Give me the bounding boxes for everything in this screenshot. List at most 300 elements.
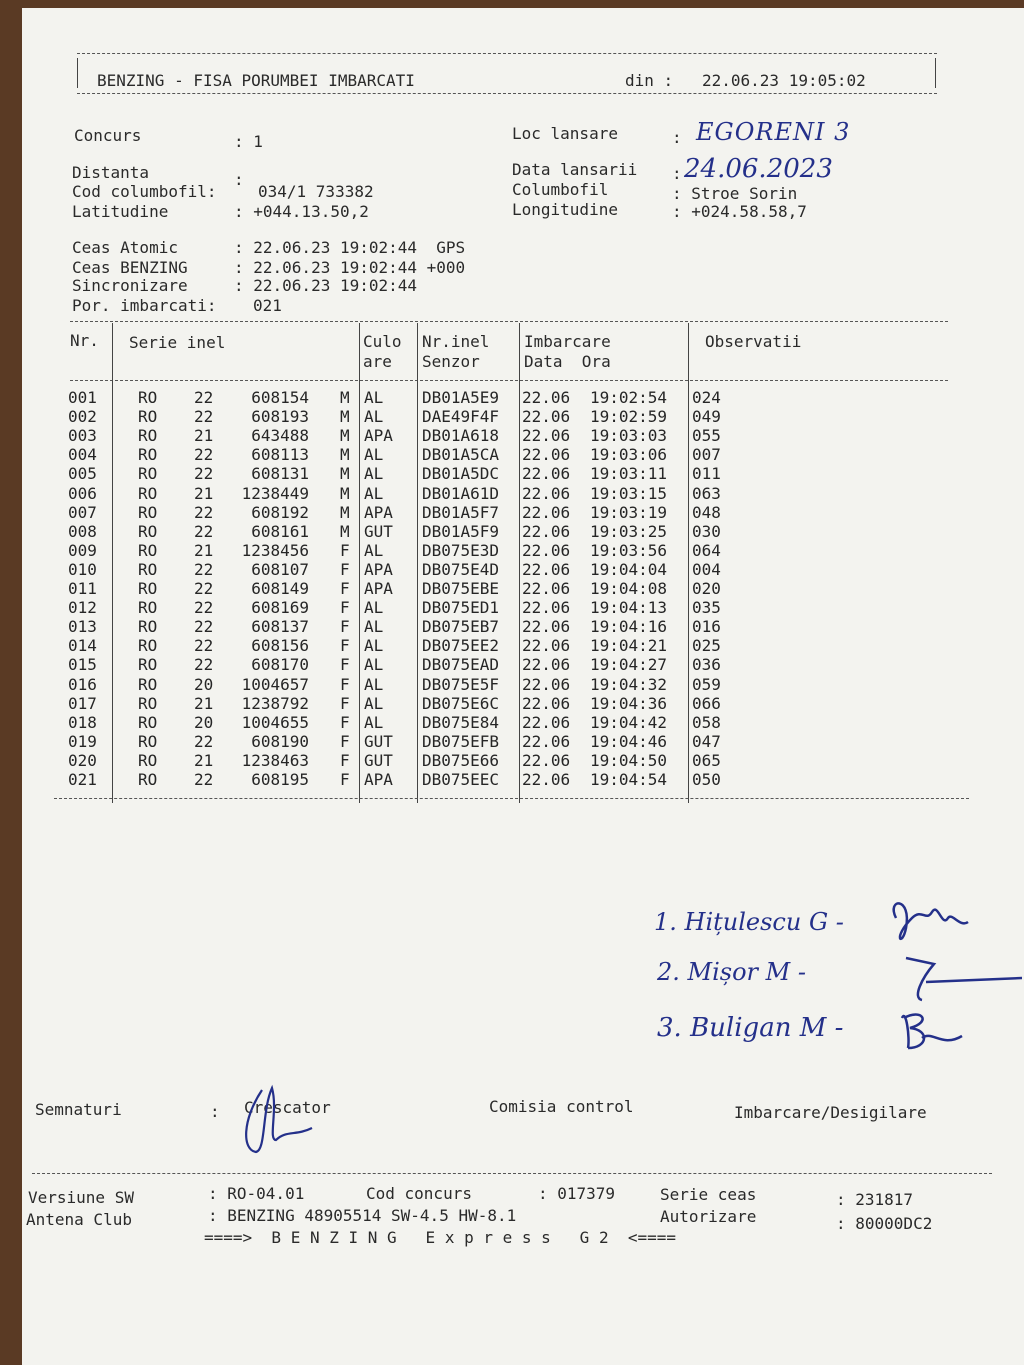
cell-color: AL	[364, 636, 384, 656]
header-left-border	[77, 58, 78, 88]
cell-country: RO	[138, 445, 158, 465]
cell-time: 19:03:03	[590, 426, 668, 446]
cell-country: RO	[138, 731, 158, 751]
table-row	[22, 732, 1022, 751]
cell-date: 22.06	[522, 464, 571, 484]
cell-date: 22.06	[522, 483, 571, 503]
cell-obs: 050	[692, 770, 721, 789]
cell-nr: 015	[68, 655, 97, 675]
cell-year: 22	[194, 770, 214, 789]
cell-ring: 608169	[251, 598, 309, 618]
cell-obs: 058	[692, 712, 721, 732]
cell-obs: 030	[692, 521, 721, 541]
cell-sensor: DB075EBE	[422, 579, 500, 598]
cell-sensor: DAE49F4F	[422, 407, 500, 427]
cell-nr: 001	[68, 388, 97, 407]
cod-concurs-label: Cod concurs	[366, 1184, 472, 1203]
cell-sensor: DB075E66	[422, 750, 500, 770]
cell-year: 22	[194, 502, 214, 522]
cell-ring: 1238463	[241, 750, 309, 770]
cell-ring: 608137	[251, 617, 309, 637]
cell-country: RO	[138, 426, 158, 446]
cell-obs: 063	[692, 483, 721, 503]
serie-ceas-label: Serie ceas	[660, 1185, 757, 1204]
cell-sensor: DB075EAD	[422, 655, 500, 675]
cell-color: AL	[364, 483, 384, 503]
cell-time: 19:04:27	[590, 655, 668, 675]
cell-sex: F	[340, 693, 350, 713]
col-header-culoare-2: are	[363, 352, 392, 371]
cell-sensor: DB01A5E9	[422, 388, 500, 407]
cell-time: 19:03:11	[590, 464, 668, 484]
cell-nr: 010	[68, 559, 97, 579]
cell-nr: 019	[68, 731, 97, 751]
col-header-culoare-1: Culo	[363, 332, 402, 351]
cell-sex: F	[340, 712, 350, 732]
cell-year: 22	[194, 521, 214, 541]
cell-date: 22.06	[522, 579, 571, 598]
cell-sensor: DB075E4D	[422, 559, 500, 579]
crescator-label: Crescator	[244, 1098, 331, 1117]
semnaturi-sep: :	[210, 1102, 220, 1121]
col-header-nr-inel-2: Senzor	[422, 352, 480, 371]
cell-date: 22.06	[522, 407, 571, 427]
cell-obs: 047	[692, 731, 721, 751]
comisia-control-label: Comisia control	[489, 1097, 634, 1116]
cell-year: 22	[194, 559, 214, 579]
cell-time: 19:04:04	[590, 559, 668, 579]
cell-time: 19:04:16	[590, 617, 668, 637]
cell-sex: M	[340, 521, 350, 541]
footer-top-border	[32, 1173, 992, 1174]
cell-date: 22.06	[522, 617, 571, 637]
cell-obs: 059	[692, 674, 721, 694]
cell-time: 19:04:42	[590, 712, 668, 732]
cell-time: 19:04:36	[590, 693, 668, 713]
cell-sensor: DB075EE2	[422, 636, 500, 656]
cell-color: APA	[364, 559, 393, 579]
cell-date: 22.06	[522, 712, 571, 732]
table-row	[22, 770, 1022, 789]
cell-time: 19:04:21	[590, 636, 668, 656]
col-header-imbarcare-1: Imbarcare	[524, 332, 611, 351]
cell-color: AL	[364, 445, 384, 465]
cell-sex: M	[340, 502, 350, 522]
cell-sex: F	[340, 750, 350, 770]
cell-date: 22.06	[522, 559, 571, 579]
cell-sex: F	[340, 540, 350, 560]
loc-lansare-handwritten: EGORENI 3	[696, 118, 851, 146]
table-row	[22, 503, 1022, 522]
cell-color: APA	[364, 579, 393, 598]
cod-columbofil-label: Cod columbofil:	[72, 182, 217, 201]
cell-country: RO	[138, 502, 158, 522]
cell-ring: 608107	[251, 559, 309, 579]
table-row	[22, 713, 1022, 732]
cell-nr: 009	[68, 540, 97, 560]
cell-nr: 016	[68, 674, 97, 694]
cell-time: 19:03:15	[590, 483, 668, 503]
cell-country: RO	[138, 655, 158, 675]
cell-date: 22.06	[522, 693, 571, 713]
cell-country: RO	[138, 674, 158, 694]
ceas-benzing-label: Ceas BENZING	[72, 258, 188, 277]
cell-sensor: DB075E5F	[422, 674, 500, 694]
cell-nr: 021	[68, 770, 97, 789]
cell-ring: 1004657	[241, 674, 309, 694]
cell-obs: 049	[692, 407, 721, 427]
cell-color: AL	[364, 407, 384, 427]
cell-time: 19:04:08	[590, 579, 668, 598]
cell-nr: 002	[68, 407, 97, 427]
cell-color: GUT	[364, 731, 393, 751]
sincronizare-value: : 22.06.23 19:02:44	[234, 276, 418, 295]
table-header-bottom-border	[70, 380, 948, 381]
cell-sex: F	[340, 770, 350, 789]
cell-country: RO	[138, 388, 158, 407]
loc-lansare-sep: :	[672, 128, 682, 147]
cell-color: GUT	[364, 521, 393, 541]
ceas-atomic-label: Ceas Atomic	[72, 238, 178, 257]
handwritten-signatures-list	[882, 888, 1022, 1068]
table-bottom-border	[54, 798, 969, 799]
cell-date: 22.06	[522, 502, 571, 522]
header-top-border	[77, 53, 937, 54]
cell-year: 21	[194, 750, 214, 770]
cell-sex: M	[340, 388, 350, 407]
cell-nr: 018	[68, 712, 97, 732]
cell-country: RO	[138, 483, 158, 503]
cell-year: 22	[194, 464, 214, 484]
cell-date: 22.06	[522, 750, 571, 770]
cell-nr: 006	[68, 483, 97, 503]
report-date-value: 22.06.23 19:05:02	[702, 71, 866, 90]
cell-obs: 007	[692, 445, 721, 465]
data-lansarii-handwritten: 24.06.2023	[684, 154, 833, 184]
cell-country: RO	[138, 750, 158, 770]
cell-sex: M	[340, 407, 350, 427]
cell-ring: 608113	[251, 445, 309, 465]
col-header-observatii: Observatii	[705, 332, 802, 351]
cell-date: 22.06	[522, 770, 571, 789]
semnaturi-label: Semnaturi	[35, 1100, 122, 1119]
cell-date: 22.06	[522, 655, 571, 675]
cell-date: 22.06	[522, 426, 571, 446]
cell-ring: 608161	[251, 521, 309, 541]
cell-date: 22.06	[522, 598, 571, 618]
cell-country: RO	[138, 540, 158, 560]
cell-ring: 608192	[251, 502, 309, 522]
cell-sex: F	[340, 674, 350, 694]
col-header-nr-inel-1: Nr.inel	[422, 332, 490, 351]
cell-nr: 004	[68, 445, 97, 465]
distanta-value: :	[234, 170, 244, 189]
cell-sensor: DB075E6C	[422, 693, 500, 713]
cell-ring: 643488	[251, 426, 309, 446]
ceas-atomic-value: : 22.06.23 19:02:44 GPS	[234, 238, 466, 257]
columbofil-label: Columbofil	[512, 180, 609, 199]
header-bottom-border	[77, 93, 937, 94]
cell-year: 22	[194, 445, 214, 465]
cell-sensor: DB075E3D	[422, 540, 500, 560]
cell-time: 19:03:19	[590, 502, 668, 522]
table-row	[22, 388, 1022, 407]
cell-year: 22	[194, 655, 214, 675]
cell-obs: 064	[692, 540, 721, 560]
serie-ceas-value: : 231817	[836, 1190, 914, 1209]
cell-sensor: DB075EFB	[422, 731, 500, 751]
table-row	[22, 560, 1022, 579]
cell-ring: 1238792	[241, 693, 309, 713]
cell-year: 22	[194, 731, 214, 751]
cell-obs: 035	[692, 598, 721, 618]
cell-date: 22.06	[522, 388, 571, 407]
loc-lansare-label: Loc lansare	[512, 124, 618, 143]
cell-country: RO	[138, 770, 158, 789]
cell-year: 20	[194, 712, 214, 732]
cell-sensor: DB01A61D	[422, 483, 500, 503]
cell-ring: 608193	[251, 407, 309, 427]
cell-time: 19:04:50	[590, 750, 668, 770]
cod-concurs-value: : 017379	[538, 1184, 616, 1203]
antena-club-label: Antena Club	[26, 1210, 132, 1229]
report-title: BENZING - FISA PORUMBEI IMBARCATI	[97, 71, 415, 90]
cell-color: AL	[364, 540, 384, 560]
table-top-border	[70, 321, 948, 322]
table-row	[22, 598, 1022, 617]
cell-date: 22.06	[522, 540, 571, 560]
table-row	[22, 636, 1022, 655]
cell-color: AL	[364, 617, 384, 637]
cell-year: 22	[194, 617, 214, 637]
cell-sensor: DB075ED1	[422, 598, 500, 618]
cell-year: 22	[194, 407, 214, 427]
cell-country: RO	[138, 579, 158, 598]
versiune-sw-value: : RO-04.01	[208, 1184, 305, 1203]
cell-ring: 608154	[251, 388, 309, 407]
table-row	[22, 617, 1022, 636]
cell-time: 19:04:13	[590, 598, 668, 618]
table-row	[22, 541, 1022, 560]
ceas-benzing-value: : 22.06.23 19:02:44 +000	[234, 258, 466, 277]
cod-columbofil-value: 034/1 733382	[258, 182, 374, 201]
table-row	[22, 484, 1022, 503]
cell-nr: 014	[68, 636, 97, 656]
cell-obs: 048	[692, 502, 721, 522]
cell-year: 21	[194, 426, 214, 446]
cell-nr: 017	[68, 693, 97, 713]
cell-sensor: DB01A5F7	[422, 502, 500, 522]
autorizare-label: Autorizare	[660, 1207, 757, 1226]
benzing-express-banner: ====> B E N Z I N G E x p r e s s G 2 <====	[204, 1228, 677, 1247]
cell-country: RO	[138, 521, 158, 541]
porumbei-imbarcati-value: 021	[253, 296, 282, 315]
cell-sensor: DB01A618	[422, 426, 500, 446]
table-row	[22, 694, 1022, 713]
cell-sex: F	[340, 598, 350, 618]
distanta-label: Distanta	[72, 163, 150, 182]
table-row	[22, 464, 1022, 483]
cell-sex: F	[340, 559, 350, 579]
cell-time: 19:03:25	[590, 521, 668, 541]
handwritten-line-3: 3. Buligan M -	[657, 1013, 852, 1043]
concurs-value: : 1	[234, 132, 263, 151]
table-row	[22, 675, 1022, 694]
cell-ring: 1238456	[241, 540, 309, 560]
cell-country: RO	[138, 693, 158, 713]
cell-sex: M	[340, 426, 350, 446]
table-row	[22, 522, 1022, 541]
cell-color: AL	[364, 464, 384, 484]
concurs-label: Concurs	[74, 126, 142, 145]
handwritten-line-2: 2. Mișor M -	[657, 958, 814, 986]
cell-country: RO	[138, 598, 158, 618]
sincronizare-label: Sincronizare	[72, 276, 188, 295]
cell-obs: 020	[692, 579, 721, 598]
cell-sensor: DB01A5CA	[422, 445, 500, 465]
col-header-serie-inel: Serie inel	[129, 333, 226, 352]
cell-year: 22	[194, 636, 214, 656]
cell-ring: 608190	[251, 731, 309, 751]
cell-date: 22.06	[522, 636, 571, 656]
imbarcare-desigilare-label: Imbarcare/Desigilare	[734, 1103, 927, 1122]
printed-sheet	[22, 8, 1024, 1365]
cell-obs: 065	[692, 750, 721, 770]
handwritten-line-1: 1. Hițulescu G -	[654, 908, 852, 936]
cell-obs: 004	[692, 559, 721, 579]
cell-sex: F	[340, 617, 350, 637]
cell-nr: 005	[68, 464, 97, 484]
cell-color: GUT	[364, 750, 393, 770]
cell-color: AL	[364, 388, 384, 407]
autorizare-value: : 80000DC2	[836, 1214, 933, 1233]
cell-year: 21	[194, 540, 214, 560]
cell-color: AL	[364, 693, 384, 713]
porumbei-imbarcati-label: Por. imbarcati:	[72, 296, 217, 315]
report-date-label: din :	[625, 71, 674, 90]
cell-time: 19:04:54	[590, 770, 668, 789]
cell-country: RO	[138, 712, 158, 732]
cell-year: 22	[194, 388, 214, 407]
columbofil-value: : Stroe Sorin	[672, 184, 798, 203]
cell-year: 20	[194, 674, 214, 694]
cell-time: 19:02:59	[590, 407, 668, 427]
cell-time: 19:03:06	[590, 445, 668, 465]
table-row	[22, 407, 1022, 426]
cell-time: 19:04:46	[590, 731, 668, 751]
cell-ring: 1004655	[241, 712, 309, 732]
latitudine-label: Latitudine	[72, 202, 169, 221]
cell-sex: F	[340, 655, 350, 675]
cell-country: RO	[138, 464, 158, 484]
cell-color: APA	[364, 770, 393, 789]
table-row	[22, 655, 1022, 674]
cell-ring: 608156	[251, 636, 309, 656]
cell-sex: F	[340, 636, 350, 656]
cell-obs: 036	[692, 655, 721, 675]
cell-date: 22.06	[522, 674, 571, 694]
cell-sex: F	[340, 579, 350, 598]
cell-obs: 016	[692, 617, 721, 637]
data-lansarii-label: Data lansarii	[512, 160, 638, 179]
cell-nr: 020	[68, 750, 97, 770]
cell-ring: 1238449	[241, 483, 309, 503]
cell-ring: 608195	[251, 770, 309, 789]
cell-obs: 024	[692, 388, 721, 407]
cell-nr: 007	[68, 502, 97, 522]
cell-sex: M	[340, 445, 350, 465]
cell-sensor: DB01A5F9	[422, 521, 500, 541]
cell-date: 22.06	[522, 731, 571, 751]
cell-color: APA	[364, 426, 393, 446]
table-row	[22, 445, 1022, 464]
cell-obs: 011	[692, 464, 721, 484]
table-body	[22, 388, 1022, 798]
data-lansarii-sep: :	[672, 164, 682, 183]
versiune-sw-label: Versiune SW	[28, 1188, 134, 1207]
cell-ring: 608170	[251, 655, 309, 675]
cell-sensor: DB075EB7	[422, 617, 500, 637]
cell-time: 19:02:54	[590, 388, 668, 407]
cell-year: 22	[194, 579, 214, 598]
cell-country: RO	[138, 407, 158, 427]
cell-nr: 008	[68, 521, 97, 541]
antena-club-value: : BENZING 48905514 SW-4.5 HW-8.1	[208, 1206, 517, 1225]
cell-color: APA	[364, 502, 393, 522]
table-row	[22, 426, 1022, 445]
cell-color: AL	[364, 655, 384, 675]
longitudine-label: Longitudine	[512, 200, 618, 219]
cell-country: RO	[138, 617, 158, 637]
cell-ring: 608149	[251, 579, 309, 598]
cell-country: RO	[138, 636, 158, 656]
cell-nr: 011	[68, 579, 97, 598]
cell-sex: M	[340, 483, 350, 503]
cell-sex: M	[340, 464, 350, 484]
longitudine-value: : +024.58.58,7	[672, 202, 807, 221]
cell-sensor: DB01A5DC	[422, 464, 500, 484]
cell-nr: 013	[68, 617, 97, 637]
cell-nr: 012	[68, 598, 97, 618]
cell-ring: 608131	[251, 464, 309, 484]
cell-date: 22.06	[522, 521, 571, 541]
cell-year: 21	[194, 483, 214, 503]
col-header-nr: Nr.	[70, 331, 99, 350]
cell-obs: 025	[692, 636, 721, 656]
cell-date: 22.06	[522, 445, 571, 465]
cell-obs: 066	[692, 693, 721, 713]
header-right-border	[935, 58, 936, 88]
cell-time: 19:03:56	[590, 540, 668, 560]
cell-color: AL	[364, 674, 384, 694]
table-row	[22, 751, 1022, 770]
cell-nr: 003	[68, 426, 97, 446]
cell-color: AL	[364, 712, 384, 732]
cell-country: RO	[138, 559, 158, 579]
cell-sensor: DB075EEC	[422, 770, 500, 789]
cell-year: 21	[194, 693, 214, 713]
cell-obs: 055	[692, 426, 721, 446]
cell-sex: F	[340, 731, 350, 751]
table-row	[22, 579, 1022, 598]
crescator-signature	[232, 1080, 332, 1160]
cell-sensor: DB075E84	[422, 712, 500, 732]
cell-time: 19:04:32	[590, 674, 668, 694]
col-header-imbarcare-2: Data Ora	[524, 352, 611, 371]
cell-color: AL	[364, 598, 384, 618]
latitudine-value: : +044.13.50,2	[234, 202, 369, 221]
cell-year: 22	[194, 598, 214, 618]
